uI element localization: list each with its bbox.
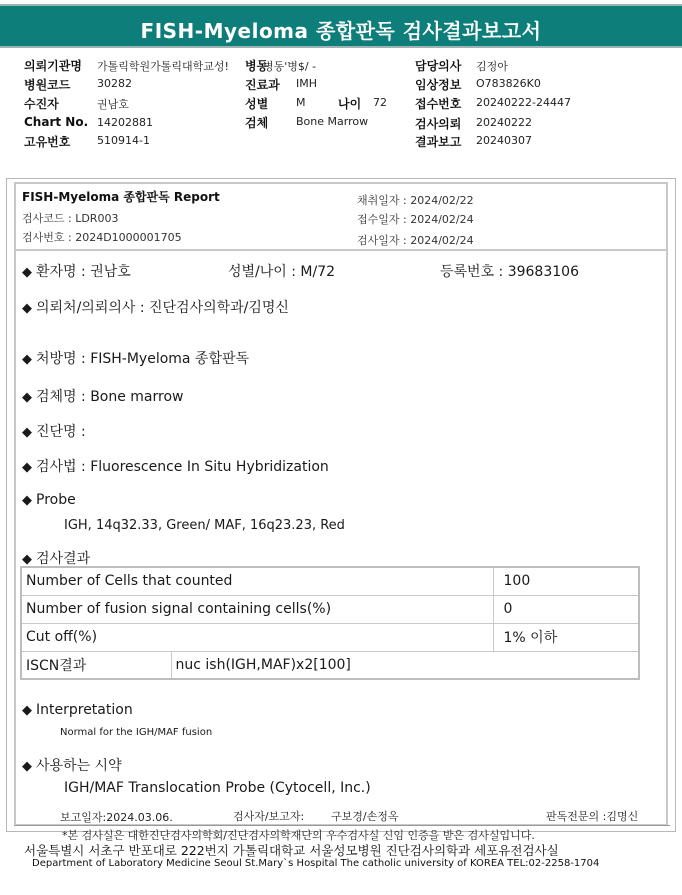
diamond-bullet: ◆: [22, 352, 32, 367]
registration-number: 등록번호 : 39683106: [440, 264, 579, 280]
department-value: IMH: [296, 77, 318, 90]
result-heading-line: [22, 548, 90, 568]
interpretation-line: [22, 702, 133, 718]
institution-label: 의뢰기관명: [24, 59, 82, 73]
hospital-code-label: 병원코드: [24, 78, 71, 92]
doctor-label: 담당의사: [415, 59, 462, 73]
probe-label: Probe: [36, 492, 76, 508]
patient-name: 환자명 : 권남호: [36, 264, 131, 280]
diamond-bullet: ◆: [22, 390, 32, 405]
document-title: FISH-Myeloma 종합판독 검사결과보고서: [140, 19, 542, 43]
prescription-line: [22, 348, 249, 368]
ward-value: 병동'병$/ -: [263, 60, 317, 73]
age-label: 나이: [338, 97, 362, 111]
diamond-bullet: ◆: [22, 552, 32, 567]
unique-no-value: 510914-1: [97, 134, 150, 147]
sex-label: 성별: [245, 97, 269, 111]
method-line: [22, 456, 329, 476]
sex-value: M: [296, 96, 306, 109]
probe-value: IGH, 14q32.33, Green/ MAF, 16q23.23, Red: [64, 518, 345, 533]
reagent-line: [22, 755, 122, 775]
specimen-name: 검체명 : Bone marrow: [36, 389, 184, 405]
reagent-value: IGH/MAF Translocation Probe (Cytocell, Inc.): [64, 780, 371, 796]
test-date: 검사일자 : 2024/02/24: [357, 234, 474, 247]
diagnosis: 진단명 :: [36, 424, 86, 440]
diamond-bullet: ◆: [22, 703, 32, 718]
diagnosis-line: [22, 421, 86, 441]
specimen-value: Bone Marrow: [296, 115, 369, 128]
sex-age: 성별/나이 : M/72: [228, 264, 336, 280]
iscn-label-cell: ISCN결과: [21, 651, 171, 679]
diamond-bullet: ◆: [22, 460, 32, 475]
doctor-value: 김정아: [476, 60, 508, 73]
iscn-value-cell: nuc ish(IGH,MAF)x2[100]: [171, 651, 639, 679]
ward-label: 병동: [245, 59, 269, 73]
patient-label: 수진자: [24, 97, 59, 111]
method: 검사법 : Fluorescence In Situ Hybridization: [36, 459, 329, 475]
diamond-bullet: ◆: [22, 759, 32, 774]
receipt-no-label: 접수번호: [415, 97, 462, 111]
certification-notice: *본 검사실은 대한진단검사의학회/진단검사의학재단의 우수검사실 신임 인증을 받은 검사실입니다.: [62, 829, 535, 842]
results-table: [20, 566, 640, 680]
result-value-cell: 100: [493, 567, 639, 595]
report-date: 보고일자:2024.03.06.: [60, 811, 173, 824]
interpretation-label: Interpretation: [36, 702, 133, 718]
result-label-cell: Number of Cells that counted: [21, 567, 493, 595]
table-row: [21, 651, 639, 679]
table-row: [21, 623, 639, 651]
specimen-line: [22, 386, 184, 406]
english-address: Department of Laboratory Medicine Seoul St.Mary`s Hospital The catholic university of KOREA TEL:02-2258-1704: [32, 858, 600, 869]
diamond-bullet: ◆: [22, 425, 32, 440]
report-header-divider: [16, 249, 666, 251]
tester-label: 검사자/보고자:: [233, 810, 305, 823]
result-value-cell: 1% 이하: [493, 623, 639, 651]
chart-no-value: 14202881: [97, 116, 153, 129]
request-date-value: 20240222: [476, 116, 532, 129]
report-code: 검사코드 : LDR003: [22, 212, 119, 225]
report-number: 검사번호 : 2024D1000001705: [22, 231, 182, 244]
age-value: 72: [373, 96, 387, 109]
probe-line: [22, 492, 76, 508]
reviewer: 판독전문의 :김명신: [546, 810, 639, 823]
result-report-label: 결과보고: [415, 135, 462, 149]
interpretation-value: Normal for the IGH/MAF fusion: [60, 727, 213, 738]
requester: 의뢰처/의뢰의사 : 진단검사의학과/김명신: [36, 300, 289, 316]
result-value-cell: 0: [493, 595, 639, 623]
reagent-label: 사용하는 시약: [36, 758, 122, 774]
report-title: FISH-Myeloma 종합판독 Report: [22, 190, 220, 204]
chart-no-label: Chart No.: [24, 115, 89, 129]
result-report-value: 20240307: [476, 134, 532, 147]
result-label-cell: Number of fusion signal containing cells(%): [21, 595, 493, 623]
receive-date: 접수일자 : 2024/02/24: [357, 213, 474, 226]
hospital-code-value: 30282: [97, 77, 132, 90]
department-label: 진료과: [245, 78, 280, 92]
collect-date: 채취일자 : 2024/02/22: [357, 194, 474, 207]
table-row: [21, 567, 639, 595]
receipt-no-value: 20240222-24447: [476, 96, 571, 109]
result-label: 검사결과: [36, 551, 91, 567]
clinical-info-value: O783826K0: [476, 77, 541, 90]
patient-name-line: [22, 261, 131, 281]
specimen-label: 검체: [245, 116, 269, 130]
diamond-bullet: ◆: [22, 265, 32, 280]
footer-divider: [14, 825, 670, 826]
diamond-bullet: ◆: [22, 493, 32, 508]
clinical-info-label: 임상정보: [415, 78, 462, 92]
prescription: 처방명 : FISH-Myeloma 종합판독: [36, 351, 250, 367]
unique-no-label: 고유번호: [24, 135, 71, 149]
patient-value: 권남호: [97, 98, 129, 111]
requester-line: [22, 297, 289, 317]
diamond-bullet: ◆: [22, 301, 32, 316]
title-bar: [0, 4, 682, 48]
table-row: [21, 595, 639, 623]
request-date-label: 검사의뢰: [415, 117, 462, 131]
institution-value: 가톨릭학원가톨릭대학교성!: [97, 60, 229, 73]
address: 서울특별시 서초구 반포대로 222번지 가톨릭대학교 서울성모병원 진단검사의학과 세포유전검사실: [24, 843, 559, 858]
tester-names: 구보경/손정옥: [331, 810, 399, 823]
result-label-cell: Cut off(%): [21, 623, 493, 651]
